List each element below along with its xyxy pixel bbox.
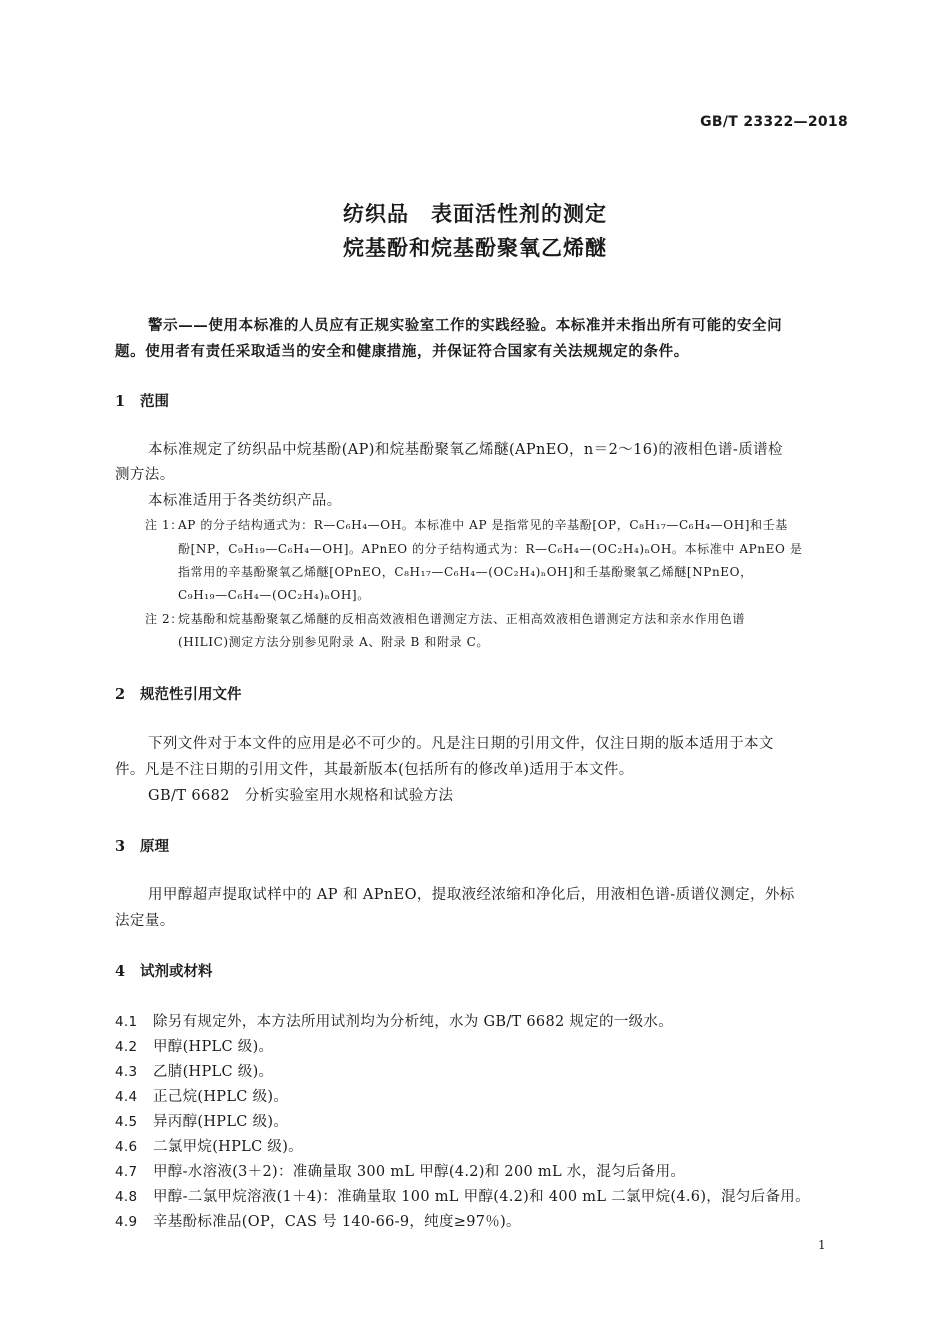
section-4-heading [115, 960, 213, 981]
item-number: 4.1 [115, 1014, 138, 1030]
section-title: 规范性引用文件 [140, 686, 242, 703]
item-text: 辛基酚标准品(OP，CAS 号 140-66-9，纯度≥97％)。 [153, 1214, 521, 1230]
section-title: 范围 [140, 393, 169, 410]
list-item [115, 1060, 273, 1081]
section-number: 1 [115, 393, 126, 410]
section-3-paragraph-line-2: 法定量。 [115, 913, 175, 929]
note-1-line-2: 酚[NP，C₉H₁₉—C₆H₄—OH]。APnEO 的分子结构通式为：R—C₆H₄—(OC₂H₄)ₙOH。本标准中 APnEO 是 [178, 542, 803, 556]
note-1-line-3: 指常用的辛基酚聚氧乙烯醚[OPnEO，C₈H₁₇—C₆H₄—(OC₂H₄)ₙOH]和壬基酚聚氧乙烯醚[NPnEO， [178, 565, 753, 579]
list-item [115, 1035, 273, 1056]
normative-reference: GB/T 6682 分析实验室用水规格和试验方法 [148, 788, 454, 804]
item-text: 正己烷(HPLC 级)。 [153, 1089, 289, 1105]
standard-code: GB/T 23322—2018 [700, 114, 848, 130]
warning-line-2: 题。使用者有责任采取适当的安全和健康措施，并保证符合国家有关法规规定的条件。 [115, 343, 689, 360]
list-item [115, 1085, 288, 1106]
note-2-line-1: 烷基酚和烷基酚聚氧乙烯醚的反相高效液相色谱测定方法、正相高效液相色谱测定方法和亲水作用色谱 [178, 612, 746, 626]
item-number: 4.8 [115, 1189, 138, 1205]
section-1-heading [115, 390, 169, 411]
item-text: 乙腈(HPLC 级)。 [153, 1064, 274, 1080]
title-line-1: 纺织品 表面活性剂的测定 [343, 201, 607, 226]
item-number: 4.4 [115, 1089, 138, 1105]
item-number: 4.3 [115, 1064, 138, 1080]
section-2-paragraph-line-1: 下列文件对于本文件的应用是必不可少的。凡是注日期的引用文件，仅注日期的版本适用于本文 [148, 736, 774, 752]
section-3-heading [115, 835, 169, 856]
note-2-line-2: (HILIC)测定方法分别参见附录 A、附录 B 和附录 C。 [178, 635, 489, 649]
page-number: 1 [818, 1238, 826, 1252]
warning-line-1: 警示——使用本标准的人员应有正规实验室工作的实践经验。本标准并未指出所有可能的安全问 [148, 317, 783, 334]
note-2-label: 注 2： [145, 612, 183, 626]
section-number: 2 [115, 686, 126, 703]
item-number: 4.6 [115, 1139, 138, 1155]
item-number: 4.5 [115, 1114, 138, 1130]
item-text: 甲醇(HPLC 级)。 [153, 1039, 274, 1055]
section-number: 3 [115, 838, 126, 855]
list-item [115, 1185, 810, 1206]
item-text: 异丙醇(HPLC 级)。 [153, 1114, 289, 1130]
section-title: 试剂或材料 [140, 963, 213, 980]
item-text: 二氯甲烷(HPLC 级)。 [153, 1139, 303, 1155]
section-number: 4 [115, 963, 126, 980]
item-number: 4.9 [115, 1214, 138, 1230]
list-item [115, 1135, 303, 1156]
section-3-paragraph-line-1: 用甲醇超声提取试样中的 AP 和 APnEO，提取液经浓缩和净化后，用液相色谱-质谱仪测定，外标 [148, 887, 795, 903]
list-item [115, 1210, 521, 1231]
note-1-label: 注 1： [145, 518, 183, 532]
section-title: 原理 [140, 838, 169, 855]
title-line-2: 烷基酚和烷基酚聚氧乙烯醚 [343, 235, 607, 260]
section-2-heading [115, 683, 242, 704]
list-item [115, 1160, 685, 1181]
item-text: 甲醇-二氯甲烷溶液(1＋4)：准确量取 100 mL 甲醇(4.2)和 400 mL 二氯甲烷(4.6)，混匀后备用。 [153, 1189, 810, 1205]
item-number: 4.7 [115, 1164, 138, 1180]
item-text: 除另有规定外，本方法所用试剂均为分析纯，水为 GB/T 6682 规定的一级水。 [153, 1014, 674, 1030]
section-2-paragraph-line-2: 件。凡是不注日期的引用文件，其最新版本(包括所有的修改单)适用于本文件。 [115, 762, 634, 778]
note-1-line-1: AP 的分子结构通式为：R—C₆H₄—OH。本标准中 AP 是指常见的辛基酚[OP，C₈H₁₇—C₆H₄—OH]和壬基 [178, 518, 788, 532]
item-text: 甲醇-水溶液(3＋2)：准确量取 300 mL 甲醇(4.2)和 200 mL 水，混匀后备用。 [153, 1164, 686, 1180]
section-1-paragraph-2: 本标准适用于各类纺织产品。 [148, 493, 342, 509]
note-1-line-4: C₉H₁₉—C₆H₄—(OC₂H₄)ₙOH]。 [178, 588, 370, 602]
item-number: 4.2 [115, 1039, 138, 1055]
section-1-paragraph-1-line-1: 本标准规定了纺织品中烷基酚(AP)和烷基酚聚氧乙烯醚(APnEO，n＝2～16)的液相色谱-质谱检 [148, 442, 783, 458]
section-1-paragraph-1-line-2: 测方法。 [115, 467, 175, 483]
list-item [115, 1010, 673, 1031]
list-item [115, 1110, 288, 1131]
